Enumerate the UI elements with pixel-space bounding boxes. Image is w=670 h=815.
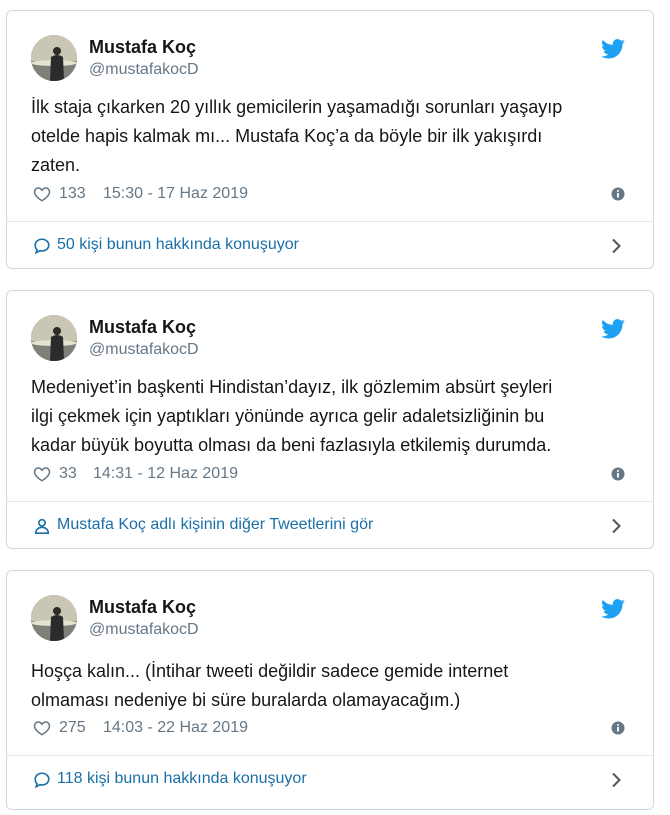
- author-name[interactable]: Mustafa Koç: [89, 597, 197, 617]
- divider: [7, 501, 653, 502]
- avatar[interactable]: [31, 35, 77, 81]
- divider: [7, 221, 653, 222]
- speech-bubble-icon: [33, 771, 51, 789]
- conversation-link[interactable]: [31, 233, 629, 259]
- heart-icon[interactable]: [33, 185, 51, 203]
- tweet-text-line: otelde hapis kalmak mı... Mustafa Koç’a da böyle bir ilk yakışırdı: [31, 126, 543, 146]
- divider: [7, 755, 653, 756]
- tweet-meta: [31, 717, 629, 739]
- timestamp[interactable]: 14:31 - 12 Haz 2019: [93, 465, 238, 482]
- tweet-text-line: zaten.: [31, 155, 81, 175]
- tweet-header: [31, 315, 629, 363]
- tweet-text: [31, 373, 613, 460]
- tweet-text: [31, 657, 613, 715]
- speech-bubble-icon: [33, 237, 51, 255]
- chevron-right-icon[interactable]: [611, 518, 621, 534]
- author-handle[interactable]: @mustafakocD: [89, 621, 199, 638]
- chevron-right-icon[interactable]: [611, 238, 621, 254]
- timestamp[interactable]: 15:30 - 17 Haz 2019: [103, 185, 248, 202]
- chevron-right-icon[interactable]: [611, 772, 621, 788]
- heart-icon[interactable]: [33, 719, 51, 737]
- conversation-label[interactable]: 50 kişi bunun hakkında konuşuyor: [57, 236, 299, 253]
- timestamp[interactable]: 14:03 - 22 Haz 2019: [103, 719, 248, 736]
- more-tweets-label[interactable]: Mustafa Koç adlı kişinin diğer Tweetlerini gör: [57, 516, 374, 533]
- tweet-text-line: İlk staja çıkarken 20 yıllık gemicilerin yaşamadığı sorunları yaşayıp: [31, 97, 563, 117]
- tweet-text: [31, 93, 613, 180]
- like-count[interactable]: 133: [59, 185, 86, 202]
- info-icon[interactable]: [611, 721, 625, 735]
- author-name[interactable]: Mustafa Koç: [89, 317, 197, 337]
- more-tweets-link[interactable]: [31, 513, 629, 539]
- tweet-text-line: olmaması nedeniye bi süre buralarda olamayacağım.): [31, 690, 461, 710]
- tweet-text-line: kadar büyük boyutta olması da beni fazlasıyla etkilemiş durumda.: [31, 435, 552, 455]
- like-count[interactable]: 33: [59, 465, 77, 482]
- info-icon[interactable]: [611, 467, 625, 481]
- person-icon: [33, 517, 51, 535]
- tweet-meta: [31, 183, 629, 205]
- tweet-header: [31, 35, 629, 83]
- avatar[interactable]: [31, 315, 77, 361]
- conversation-label[interactable]: 118 kişi bunun hakkında konuşuyor: [57, 770, 307, 787]
- tweet-text-line: Medeniyet’in başkenti Hindistan’dayız, ilk gözlemim absürt şeyleri: [31, 377, 553, 397]
- author-name[interactable]: Mustafa Koç: [89, 37, 197, 57]
- info-icon[interactable]: [611, 187, 625, 201]
- conversation-link[interactable]: [31, 767, 629, 793]
- tweet-header: [31, 595, 629, 643]
- avatar[interactable]: [31, 595, 77, 641]
- heart-icon[interactable]: [33, 465, 51, 483]
- tweet-text-line: ilgi çekmek için yaptıkları yönünde ayrıca gelir adaletsizliğinin bu: [31, 406, 545, 426]
- tweet-card[interactable]: [6, 290, 654, 549]
- author-handle[interactable]: @mustafakocD: [89, 341, 199, 358]
- twitter-bird-icon[interactable]: [601, 599, 625, 619]
- tweet-meta: [31, 463, 629, 485]
- tweet-text-line: Hoşça kalın... (İntihar tweeti değildir sadece gemide internet: [31, 661, 509, 681]
- twitter-bird-icon[interactable]: [601, 39, 625, 59]
- tweet-card[interactable]: [6, 10, 654, 269]
- author-handle[interactable]: @mustafakocD: [89, 61, 199, 78]
- like-count[interactable]: 275: [59, 719, 86, 736]
- tweet-card[interactable]: [6, 570, 654, 810]
- twitter-bird-icon[interactable]: [601, 319, 625, 339]
